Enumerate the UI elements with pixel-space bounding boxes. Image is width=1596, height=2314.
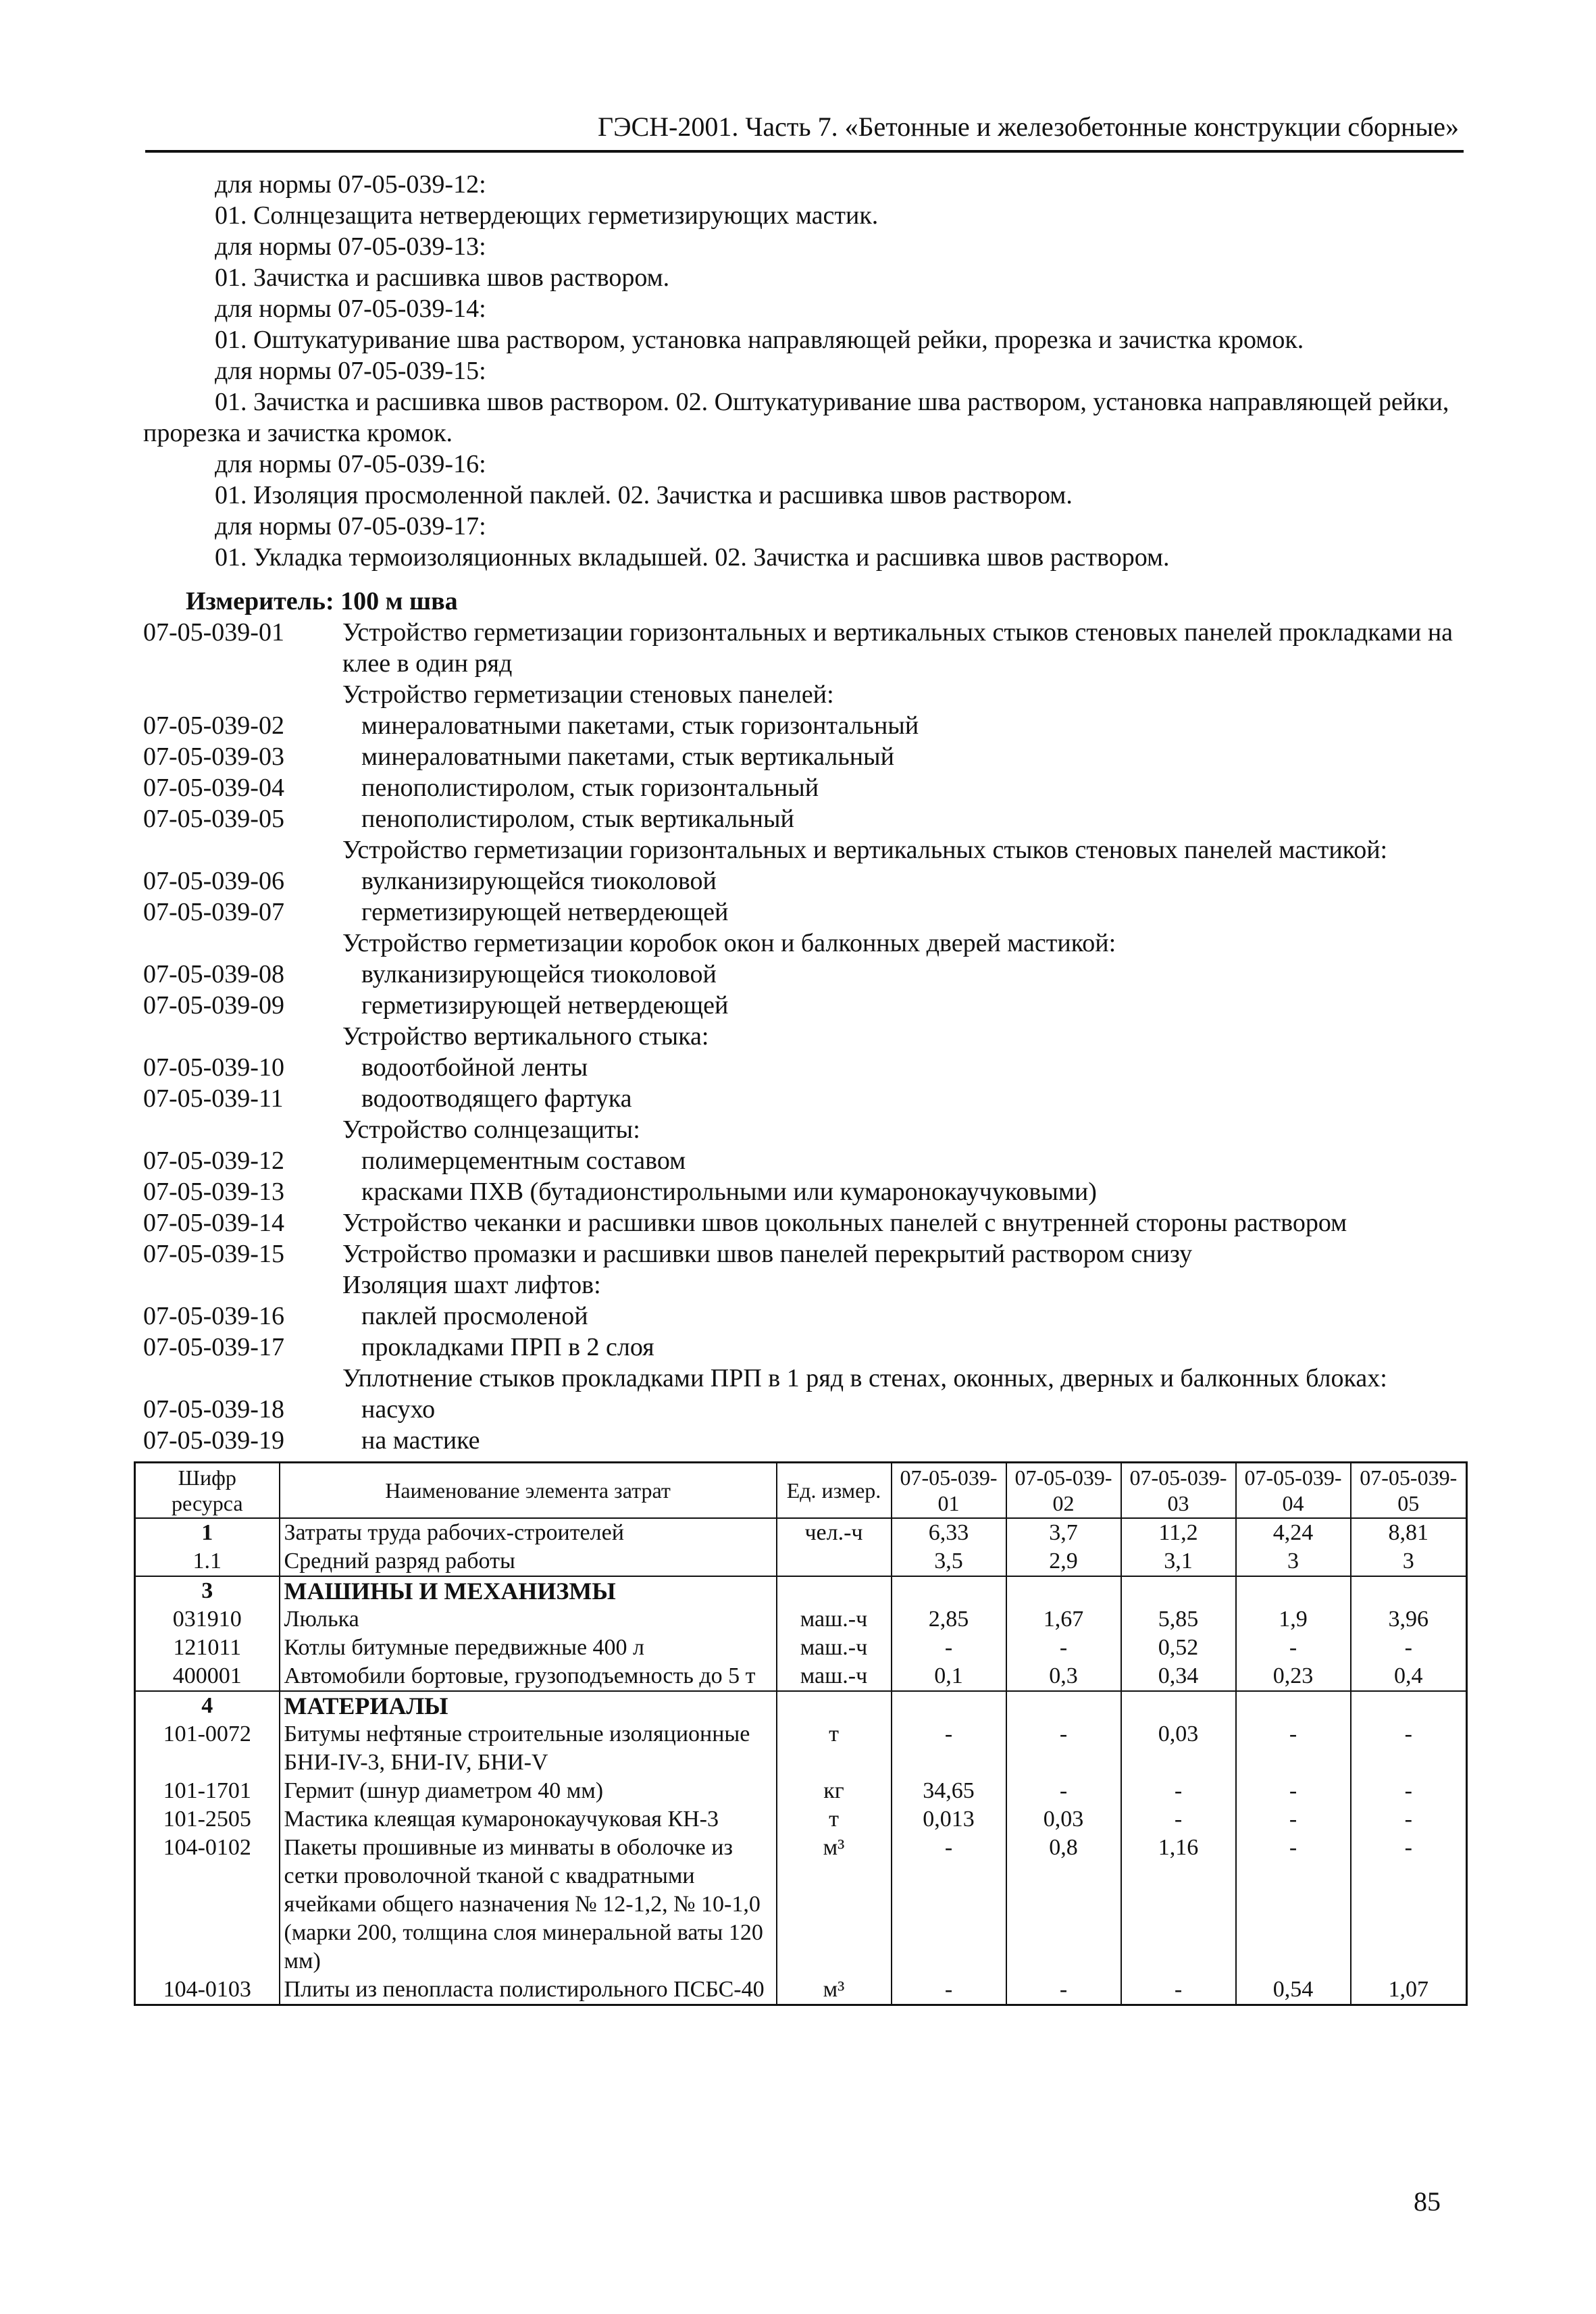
- cell-value: 0,3: [1006, 1662, 1121, 1691]
- norm-row: [143, 865, 1467, 897]
- norm-row: [143, 1083, 1467, 1114]
- norm-code: 07-05-039-13: [143, 1178, 284, 1206]
- operation-text: 01. Укладка термоизоляционных вкладышей. 02. Зачистка и расшивка швов раствором.: [215, 543, 1170, 572]
- cell-value: 1,07: [1351, 1976, 1467, 2005]
- cell-name: Пакеты прошивные из минваты в оболочке из сетки проволочной тканой с квадратными ячейками общего назначения № 12-1,2, № 10-1,0 (марки 200, толщина слоя минеральной ваты 120 мм): [280, 1834, 777, 1976]
- norm-text: пенополистиролом, стык вертикальный: [361, 805, 794, 833]
- cell-value: 1,9: [1236, 1605, 1351, 1634]
- norm-code: 07-05-039-16: [143, 1302, 284, 1330]
- norm-code: 07-05-039-05: [143, 805, 284, 833]
- cell-value: 0,8: [1006, 1834, 1121, 1976]
- cell-name: Битумы нефтяные строительные изоляционные БНИ-IV-3, БНИ-IV, БНИ-V: [280, 1720, 777, 1777]
- header-row: [135, 1463, 1467, 1519]
- cell-value: -: [892, 1634, 1006, 1662]
- table-row: [135, 1518, 1467, 1547]
- cell-value: -: [1351, 1634, 1467, 1662]
- norm-row: [143, 1425, 1467, 1456]
- cell-code: 101-2505: [135, 1805, 280, 1834]
- cell-name: Гермит (шнур диаметром 40 мм): [280, 1777, 777, 1805]
- norm-code: [143, 1269, 342, 1301]
- norm-code: 07-05-039-19: [143, 1426, 284, 1455]
- cell-value: 2,85: [892, 1605, 1006, 1634]
- norm-label: для нормы 07-05-039-16:: [215, 450, 486, 478]
- operation-text: 01. Оштукатуривание шва раствором, установка направляющей рейки, прорезка и зачистка кромок.: [215, 326, 1304, 354]
- norm-text: полимерцементным составом: [361, 1147, 686, 1175]
- norm-code: [143, 1021, 342, 1052]
- norm-code: 07-05-039-12: [143, 1147, 284, 1175]
- cell-value: 0,52: [1121, 1634, 1236, 1662]
- norm-row: [143, 803, 1467, 834]
- norm-code: 07-05-039-04: [143, 774, 284, 802]
- section-code: 4: [135, 1691, 280, 1720]
- norm-code: 07-05-039-15: [143, 1240, 284, 1268]
- cell-value: 3: [1351, 1547, 1467, 1576]
- norm-code: 07-05-039-10: [143, 1053, 284, 1082]
- operation-text: 01. Зачистка и расшивка швов раствором.: [215, 263, 670, 292]
- table-row: [135, 1805, 1467, 1834]
- cell-value: -: [1236, 1777, 1351, 1805]
- norm-text: пенополистиролом, стык горизонтальный: [361, 774, 819, 802]
- cell-unit: т: [777, 1720, 892, 1777]
- norm-row: [143, 928, 1467, 959]
- norm-code: 07-05-039-11: [143, 1084, 284, 1113]
- norm-text: Устройство солнцезащиты:: [342, 1115, 640, 1144]
- header-col: 07-05-039-05: [1351, 1463, 1467, 1519]
- norm-text: Уплотнение стыков прокладками ПРП в 1 ряд в стенах, оконных, дверных и балконных блоках:: [342, 1364, 1387, 1392]
- norm-text: красками ПХВ (бутадионстирольными или кумаронокаучуковыми): [361, 1178, 1097, 1206]
- norm-text: Устройство чеканки и расшивки швов цокольных панелей с внутренней стороны раствором: [342, 1209, 1347, 1237]
- norm-text: Изоляция шахт лифтов:: [342, 1271, 601, 1299]
- norm-row: [143, 834, 1467, 865]
- cell-code: 1: [135, 1518, 280, 1547]
- norm-code: 07-05-039-09: [143, 991, 284, 1020]
- cell-value: -: [1006, 1720, 1121, 1777]
- norm-row: [143, 1176, 1467, 1207]
- cell-name: Люлька: [280, 1605, 777, 1634]
- cell-unit: маш.-ч: [777, 1634, 892, 1662]
- norm-label: для нормы 07-05-039-17:: [215, 512, 486, 540]
- cell-code: 031910: [135, 1605, 280, 1634]
- norm-text: Устройство герметизации горизонтальных и вертикальных стыков стеновых панелей мастикой:: [342, 836, 1388, 864]
- cell-value: 0,23: [1236, 1662, 1351, 1691]
- norm-code: [143, 1114, 342, 1145]
- norm-text: минераловатными пакетами, стык вертикальный: [361, 743, 894, 771]
- section-title-row: [135, 1576, 1467, 1605]
- cell-name: Средний разряд работы: [280, 1547, 777, 1576]
- cell-value: 0,03: [1121, 1720, 1236, 1777]
- cell-unit: маш.-ч: [777, 1662, 892, 1691]
- cell-value: -: [1006, 1634, 1121, 1662]
- cell-code: 101-0072: [135, 1720, 280, 1777]
- cell-code: 1.1: [135, 1547, 280, 1576]
- table-row: [135, 1976, 1467, 2005]
- norm-code: 07-05-039-02: [143, 711, 284, 740]
- cell-value: -: [1351, 1720, 1467, 1777]
- norm-text: вулканизирующейся тиоколовой: [361, 867, 717, 895]
- cell-value: -: [1006, 1976, 1121, 2005]
- norm-row: [143, 1021, 1467, 1052]
- cell-name: Автомобили бортовые, грузоподъемность до 5 т: [280, 1662, 777, 1691]
- cell-code: 104-0102: [135, 1834, 280, 1976]
- cell-value: 3,1: [1121, 1547, 1236, 1576]
- table-row: [135, 1662, 1467, 1691]
- table-header: [135, 1463, 1467, 1519]
- cell-value: 0,54: [1236, 1976, 1351, 2005]
- header-col: 07-05-039-04: [1236, 1463, 1351, 1519]
- header-col: 07-05-039-02: [1006, 1463, 1121, 1519]
- cell-value: -: [1351, 1834, 1467, 1976]
- cell-name: Котлы битумные передвижные 400 л: [280, 1634, 777, 1662]
- header-unit: Ед. измер.: [777, 1463, 892, 1519]
- norm-row: [143, 1301, 1467, 1332]
- norm-code: 07-05-039-03: [143, 743, 284, 771]
- norm-row: [143, 959, 1467, 990]
- cell-value: 1,67: [1006, 1605, 1121, 1634]
- operations-group: [143, 231, 1467, 293]
- norm-row: [143, 617, 1467, 679]
- norm-text: Устройство герметизации стеновых панелей:: [342, 680, 834, 709]
- norm-row: [143, 1238, 1467, 1269]
- section-title: МАТЕРИАЛЫ: [280, 1691, 777, 1720]
- norm-label: для нормы 07-05-039-13:: [215, 232, 486, 261]
- norm-label: для нормы 07-05-039-14:: [215, 295, 486, 323]
- cell-code: 121011: [135, 1634, 280, 1662]
- norm-label: для нормы 07-05-039-15:: [215, 357, 486, 385]
- norm-row: [143, 679, 1467, 710]
- page-number: 85: [1414, 2186, 1441, 2217]
- cell-value: 6,33: [892, 1518, 1006, 1547]
- norm-row: [143, 710, 1467, 741]
- cell-value: 0,1: [892, 1662, 1006, 1691]
- header-col: 07-05-039-01: [892, 1463, 1006, 1519]
- cell-value: -: [1121, 1976, 1236, 2005]
- cell-value: 3,96: [1351, 1605, 1467, 1634]
- section-title-row: [135, 1691, 1467, 1720]
- operations-list: [143, 169, 1467, 573]
- cell-value: 3: [1236, 1547, 1351, 1576]
- cell-code: 400001: [135, 1662, 280, 1691]
- cell-value: 0,34: [1121, 1662, 1236, 1691]
- norm-code: 07-05-039-01: [143, 618, 284, 647]
- header-col: 07-05-039-03: [1121, 1463, 1236, 1519]
- cell-value: 34,65: [892, 1777, 1006, 1805]
- norm-row: [143, 1332, 1467, 1363]
- norm-text: водоотбойной ленты: [361, 1053, 588, 1082]
- norm-text: паклей просмоленой: [361, 1302, 588, 1330]
- page-header: ГЭСН-2001. Часть 7. «Бетонные и железобетонные конструкции сборные»: [597, 111, 1459, 142]
- cell-code: 101-1701: [135, 1777, 280, 1805]
- norm-row: [143, 772, 1467, 803]
- cell-value: -: [892, 1834, 1006, 1976]
- cell-value: -: [1121, 1777, 1236, 1805]
- norm-row: [143, 741, 1467, 772]
- table-row: [135, 1634, 1467, 1662]
- norm-row: [143, 1363, 1467, 1394]
- header-code: Шифр ресурса: [135, 1463, 280, 1519]
- norm-row: [143, 1114, 1467, 1145]
- norm-text: герметизирующей нетвердеющей: [361, 898, 729, 926]
- table-row: [135, 1720, 1467, 1777]
- cell-unit: [777, 1547, 892, 1576]
- norm-text: прокладками ПРП в 2 слоя: [361, 1333, 654, 1361]
- norm-text: насухо: [361, 1395, 436, 1424]
- norm-row: [143, 990, 1467, 1021]
- operations-group: [143, 449, 1467, 511]
- cell-name: Плиты из пенопласта полистирольного ПСБС-40: [280, 1976, 777, 2005]
- norm-text: на мастике: [361, 1426, 480, 1455]
- cell-value: -: [1236, 1720, 1351, 1777]
- cell-unit: кг: [777, 1777, 892, 1805]
- materials-section: [135, 1691, 1467, 2005]
- labor-section: [135, 1518, 1467, 1576]
- norm-text: Устройство герметизации коробок окон и балконных дверей мастикой:: [342, 929, 1116, 957]
- norm-row: [143, 1052, 1467, 1083]
- norm-code: [143, 928, 342, 959]
- cell-value: 11,2: [1121, 1518, 1236, 1547]
- norm-row: [143, 1207, 1467, 1238]
- operation-text: 01. Солнцезащита нетвердеющих герметизирующих мастик.: [215, 201, 879, 230]
- cell-unit: чел.-ч: [777, 1518, 892, 1547]
- cell-value: 8,81: [1351, 1518, 1467, 1547]
- norm-code: 07-05-039-07: [143, 898, 284, 926]
- operations-group: [143, 355, 1467, 449]
- norm-row: [143, 1145, 1467, 1176]
- norm-code: 07-05-039-18: [143, 1395, 284, 1424]
- norm-code: [143, 679, 342, 710]
- table-row: [135, 1834, 1467, 1976]
- norm-code: 07-05-039-14: [143, 1209, 284, 1237]
- cell-name: Мастика клеящая кумаронокаучуковая КН-3: [280, 1805, 777, 1834]
- norm-text: Устройство герметизации горизонтальных и вертикальных стыков стеновых панелей прокладками на клее в один ряд: [342, 618, 1453, 678]
- resources-table: [134, 1461, 1468, 2006]
- cell-code: 104-0103: [135, 1976, 280, 2005]
- norm-code: 07-05-039-17: [143, 1333, 284, 1361]
- cell-value: -: [892, 1720, 1006, 1777]
- norm-text: Устройство промазки и расшивки швов панелей перекрытий раствором снизу: [342, 1240, 1193, 1268]
- table-row: [135, 1777, 1467, 1805]
- cell-value: 0,013: [892, 1805, 1006, 1834]
- machines-section: [135, 1576, 1467, 1691]
- cell-name: Затраты труда рабочих-строителей: [280, 1518, 777, 1547]
- operations-group: [143, 169, 1467, 231]
- cell-value: -: [1351, 1805, 1467, 1834]
- norm-row: [143, 897, 1467, 928]
- norm-code: [143, 834, 342, 865]
- cell-value: 2,9: [1006, 1547, 1121, 1576]
- norm-code: [143, 1363, 342, 1394]
- table-row: [135, 1605, 1467, 1634]
- norm-row: [143, 1394, 1467, 1425]
- section-title: МАШИНЫ И МЕХАНИЗМЫ: [280, 1576, 777, 1605]
- norm-text: герметизирующей нетвердеющей: [361, 991, 729, 1020]
- norm-code: 07-05-039-08: [143, 960, 284, 988]
- cell-unit: м³: [777, 1976, 892, 2005]
- operation-text: 01. Изоляция просмоленной паклей. 02. Зачистка и расшивка швов раствором.: [215, 481, 1073, 509]
- norm-label: для нормы 07-05-039-12:: [215, 170, 486, 199]
- cell-value: -: [892, 1976, 1006, 2005]
- norm-row: [143, 1269, 1467, 1301]
- cell-value: 0,4: [1351, 1662, 1467, 1691]
- cell-value: 4,24: [1236, 1518, 1351, 1547]
- norm-text: Устройство вертикального стыка:: [342, 1022, 709, 1051]
- header-rule: [145, 150, 1464, 153]
- cell-value: 0,03: [1006, 1805, 1121, 1834]
- cell-unit: т: [777, 1805, 892, 1834]
- measure-unit: Измеритель: 100 м шва: [186, 587, 458, 615]
- table-row: [135, 1547, 1467, 1576]
- cell-value: 5,85: [1121, 1605, 1236, 1634]
- cell-unit: м³: [777, 1834, 892, 1976]
- cell-value: -: [1351, 1777, 1467, 1805]
- header-name: Наименование элемента затрат: [280, 1463, 777, 1519]
- cell-value: 3,5: [892, 1547, 1006, 1576]
- norm-code: 07-05-039-06: [143, 867, 284, 895]
- norm-text: вулканизирующейся тиоколовой: [361, 960, 717, 988]
- cell-value: 3,7: [1006, 1518, 1121, 1547]
- operation-text: 01. Зачистка и расшивка швов раствором. 02. Оштукатуривание шва раствором, установка направляющей рейки, прорезка и зачистка кромок.: [143, 388, 1449, 447]
- section-code: 3: [135, 1576, 280, 1605]
- operations-group: [143, 293, 1467, 355]
- norm-text: водоотводящего фартука: [361, 1084, 632, 1113]
- cell-value: -: [1121, 1805, 1236, 1834]
- cell-unit: маш.-ч: [777, 1605, 892, 1634]
- cell-value: -: [1236, 1834, 1351, 1976]
- norm-text: минераловатными пакетами, стык горизонтальный: [361, 711, 919, 740]
- norms-list: [143, 617, 1467, 1456]
- cell-value: 1,16: [1121, 1834, 1236, 1976]
- cell-value: -: [1236, 1805, 1351, 1834]
- cell-value: -: [1006, 1777, 1121, 1805]
- cell-value: -: [1236, 1634, 1351, 1662]
- operations-group: [143, 511, 1467, 573]
